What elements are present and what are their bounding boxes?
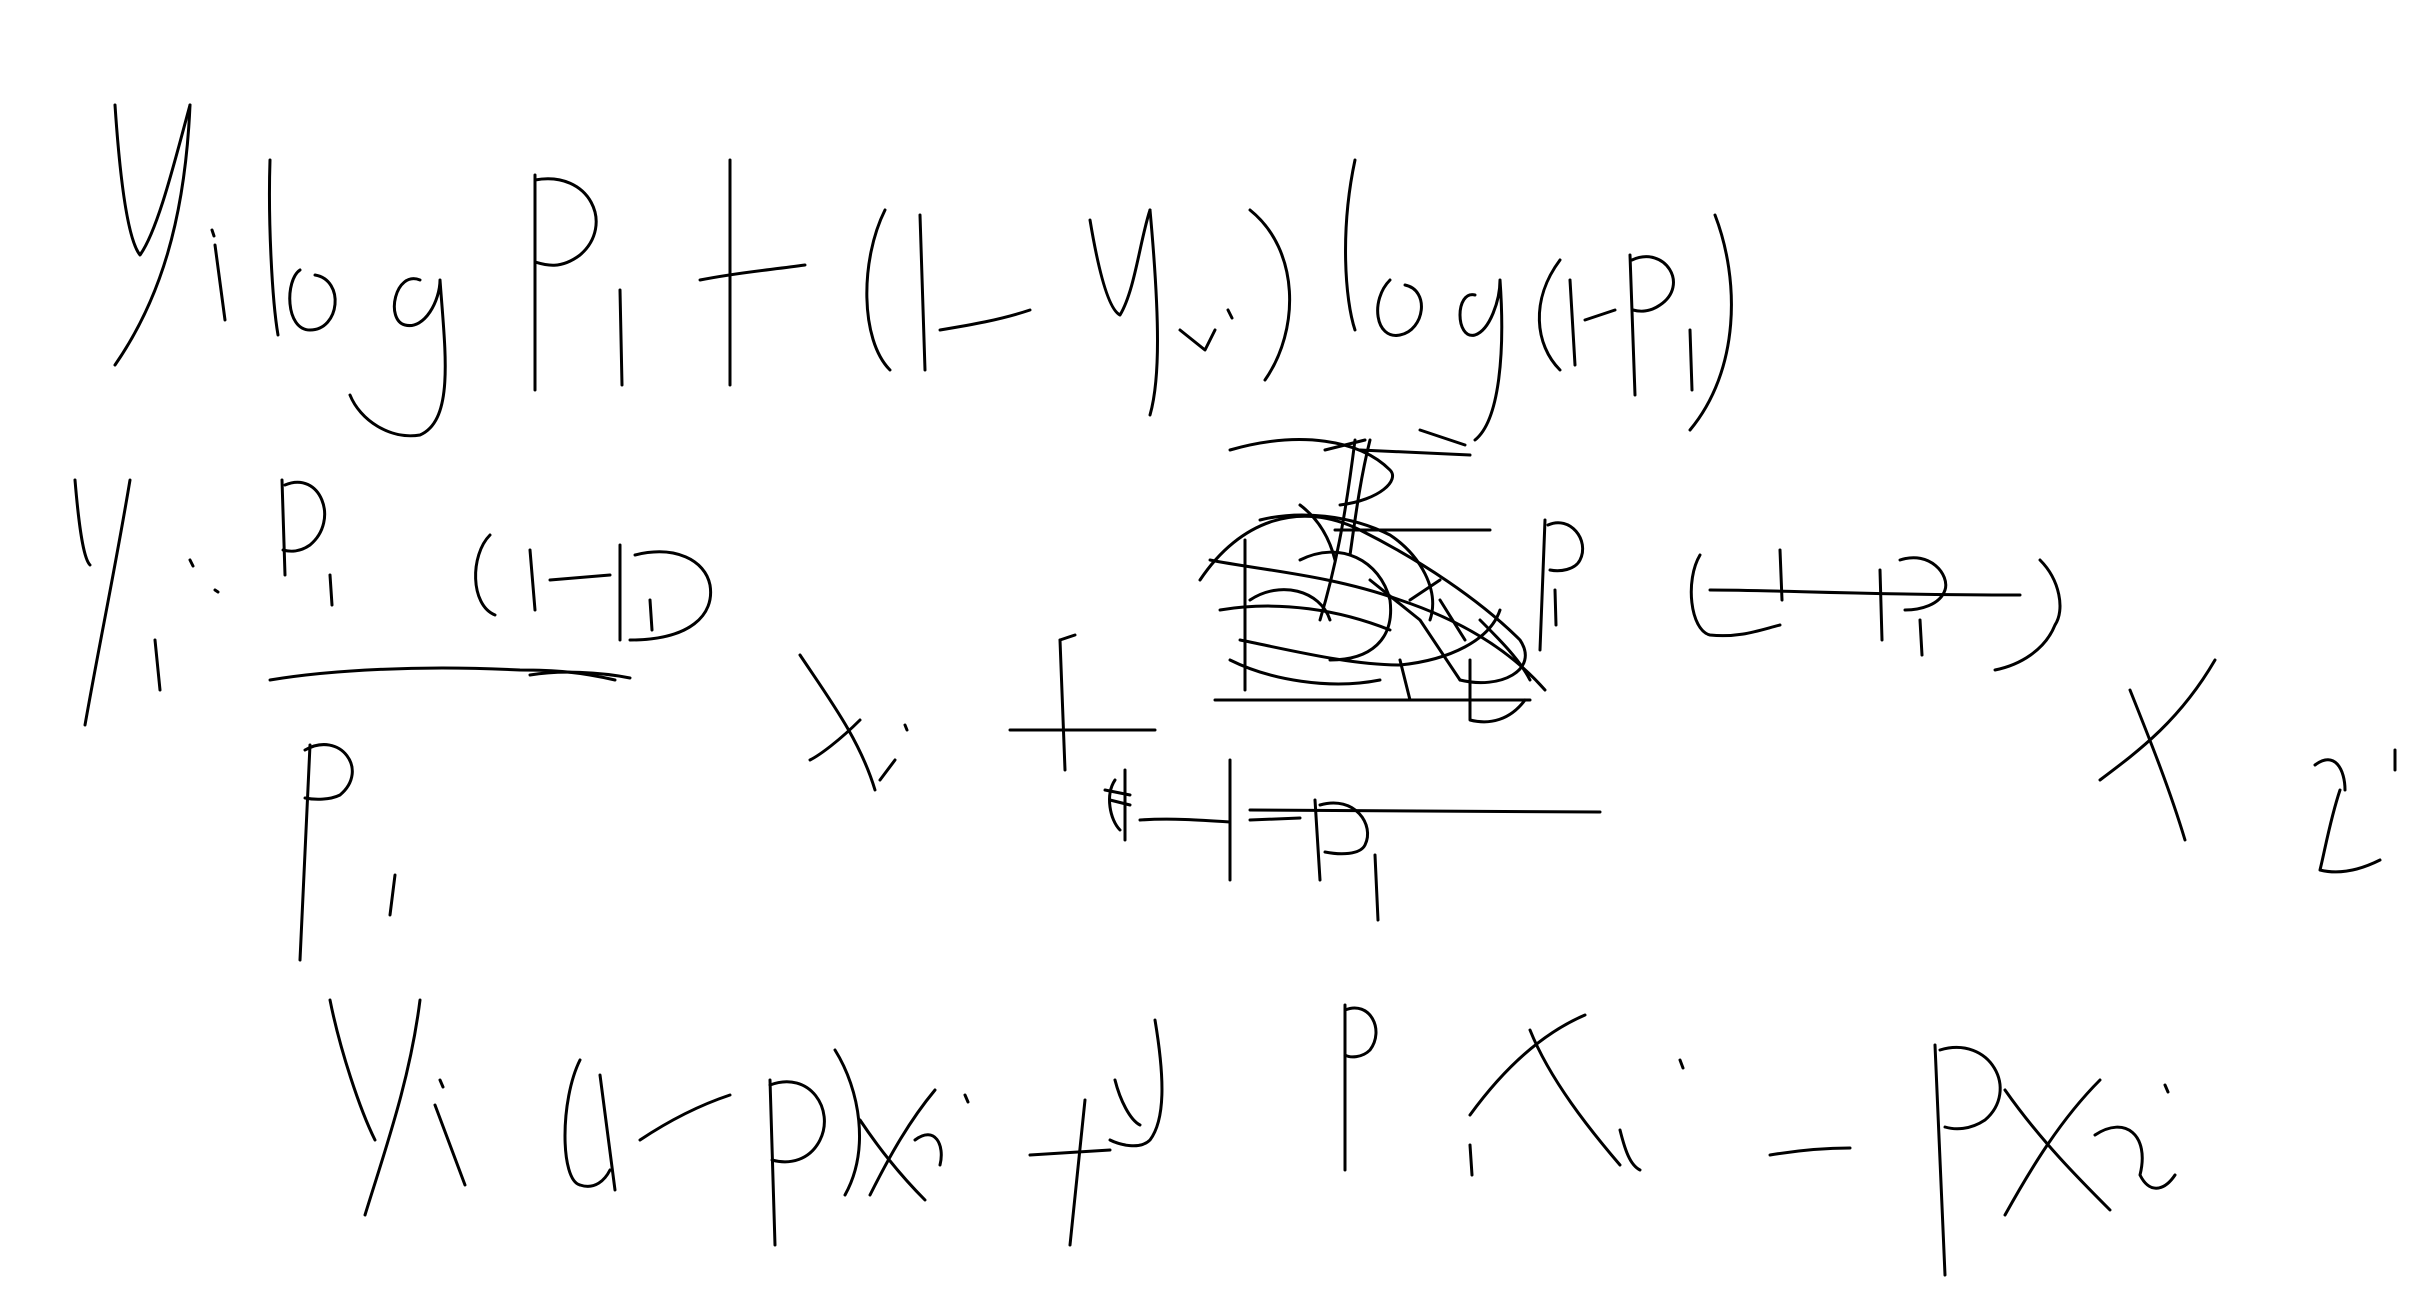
line-1-strokes (115, 105, 1731, 440)
line-3-strokes (330, 1000, 2175, 1275)
ink-strokes (75, 105, 2395, 1275)
line-2-strokes (75, 430, 2395, 960)
